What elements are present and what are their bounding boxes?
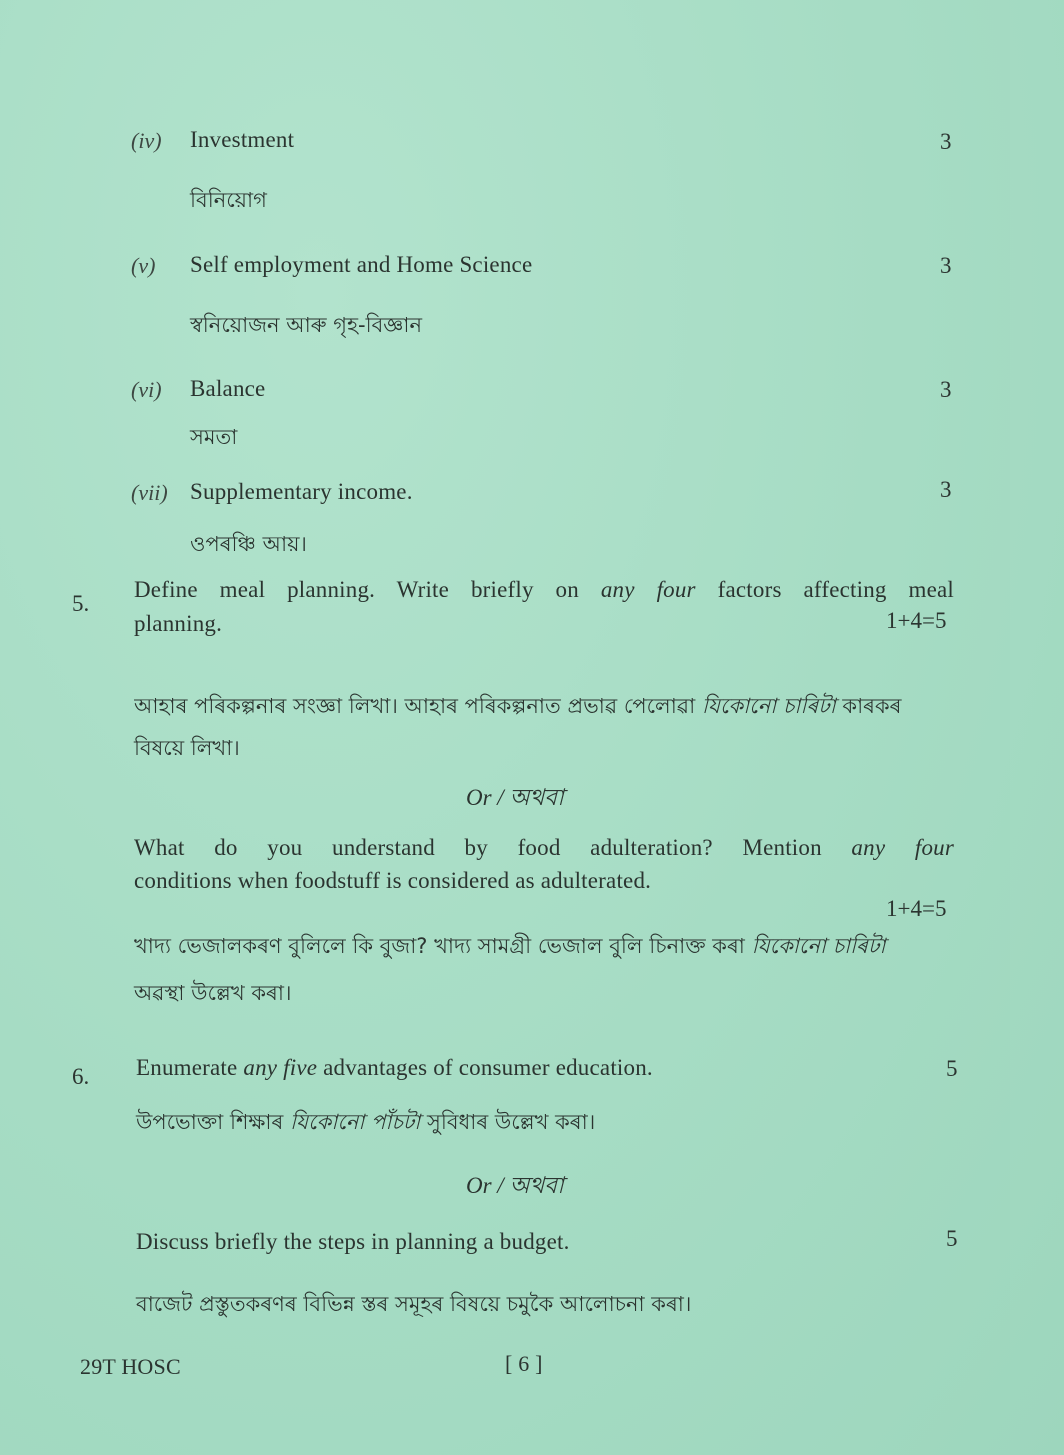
- item-vi-assamese: সমতা: [190, 425, 238, 449]
- item-vi-marks: 3: [940, 377, 952, 402]
- question-5-alt-assamese-line2: অৱস্থা উল্লেখ কৰা।: [134, 981, 292, 1005]
- item-vii-assamese: ওপৰঞ্চি আয়।: [190, 532, 307, 556]
- question-6-assamese: উপভোক্তা শিক্ষাৰ যিকোনো পাঁচটা সুবিধাৰ উল্লেখ কৰা।: [136, 1110, 596, 1134]
- item-v-number: (v): [131, 253, 156, 278]
- item-vii-number: (vii): [131, 480, 168, 505]
- question-5-marks: 1+4=5: [886, 608, 947, 633]
- question-6-or-divider: Or / অথবা: [466, 1173, 564, 1198]
- item-vii-english: Supplementary income.: [190, 479, 413, 504]
- item-v-english: Self employment and Home Science: [190, 252, 533, 277]
- question-5-assamese-line1: আহাৰ পৰিকল্পনাৰ সংজ্ঞা লিখা। আহাৰ পৰিকল্পনাত প্ৰভাৱ পেলোৱা যিকোনো চাৰিটা কাৰকৰ: [134, 694, 902, 718]
- question-5-alt-marks: 1+4=5: [886, 896, 947, 921]
- question-5-assamese-line2: বিষয়ে লিখা।: [134, 736, 240, 760]
- question-6-alt-assamese: বাজেট প্ৰস্তুতকৰণৰ বিভিন্ন স্তৰ সমূহৰ বিষয়ে চমুকৈ আলোচনা কৰা।: [136, 1292, 692, 1316]
- item-vi-english: Balance: [190, 376, 266, 401]
- footer-page-number: [ 6 ]: [505, 1351, 543, 1376]
- question-6-marks: 5: [946, 1056, 958, 1081]
- item-v-assamese: স্বনিয়োজন আৰু গৃহ-বিজ্ঞান: [190, 313, 422, 337]
- item-iv-number: (iv): [131, 128, 162, 153]
- item-vii-marks: 3: [940, 477, 952, 502]
- question-6-number: 6.: [72, 1064, 90, 1089]
- question-5-or-divider: Or / অথবা: [466, 785, 564, 810]
- footer-paper-code: 29T HOSC: [80, 1354, 181, 1379]
- item-iv-marks: 3: [940, 129, 952, 154]
- question-5-alt-english-line1: What do you understand by food adulteration? Mention any four: [134, 835, 954, 860]
- question-6-alt-english: Discuss briefly the steps in planning a budget.: [136, 1229, 570, 1254]
- item-vi-number: (vi): [131, 377, 162, 402]
- question-6-english: Enumerate any five advantages of consumer education.: [136, 1055, 653, 1080]
- item-iv-english: Investment: [190, 127, 295, 152]
- question-5-english-line2: planning.: [134, 611, 223, 636]
- question-5-alt-assamese-line1: খাদ্য ভেজালকৰণ বুলিলে কি বুজা? খাদ্য সামগ্ৰী ভেজাল বুলি চিনাক্ত কৰা যিকোনো চাৰিটা: [134, 934, 886, 958]
- question-5-number: 5.: [72, 591, 90, 616]
- item-v-marks: 3: [940, 253, 952, 278]
- question-5-alt-english-line2: conditions when foodstuff is considered as adulterated.: [134, 868, 652, 893]
- item-iv-assamese: বিনিয়োগ: [190, 188, 267, 212]
- question-6-alt-marks: 5: [946, 1226, 958, 1251]
- question-5-english-line1: Define meal planning. Write briefly on any four factors affecting meal: [134, 577, 955, 602]
